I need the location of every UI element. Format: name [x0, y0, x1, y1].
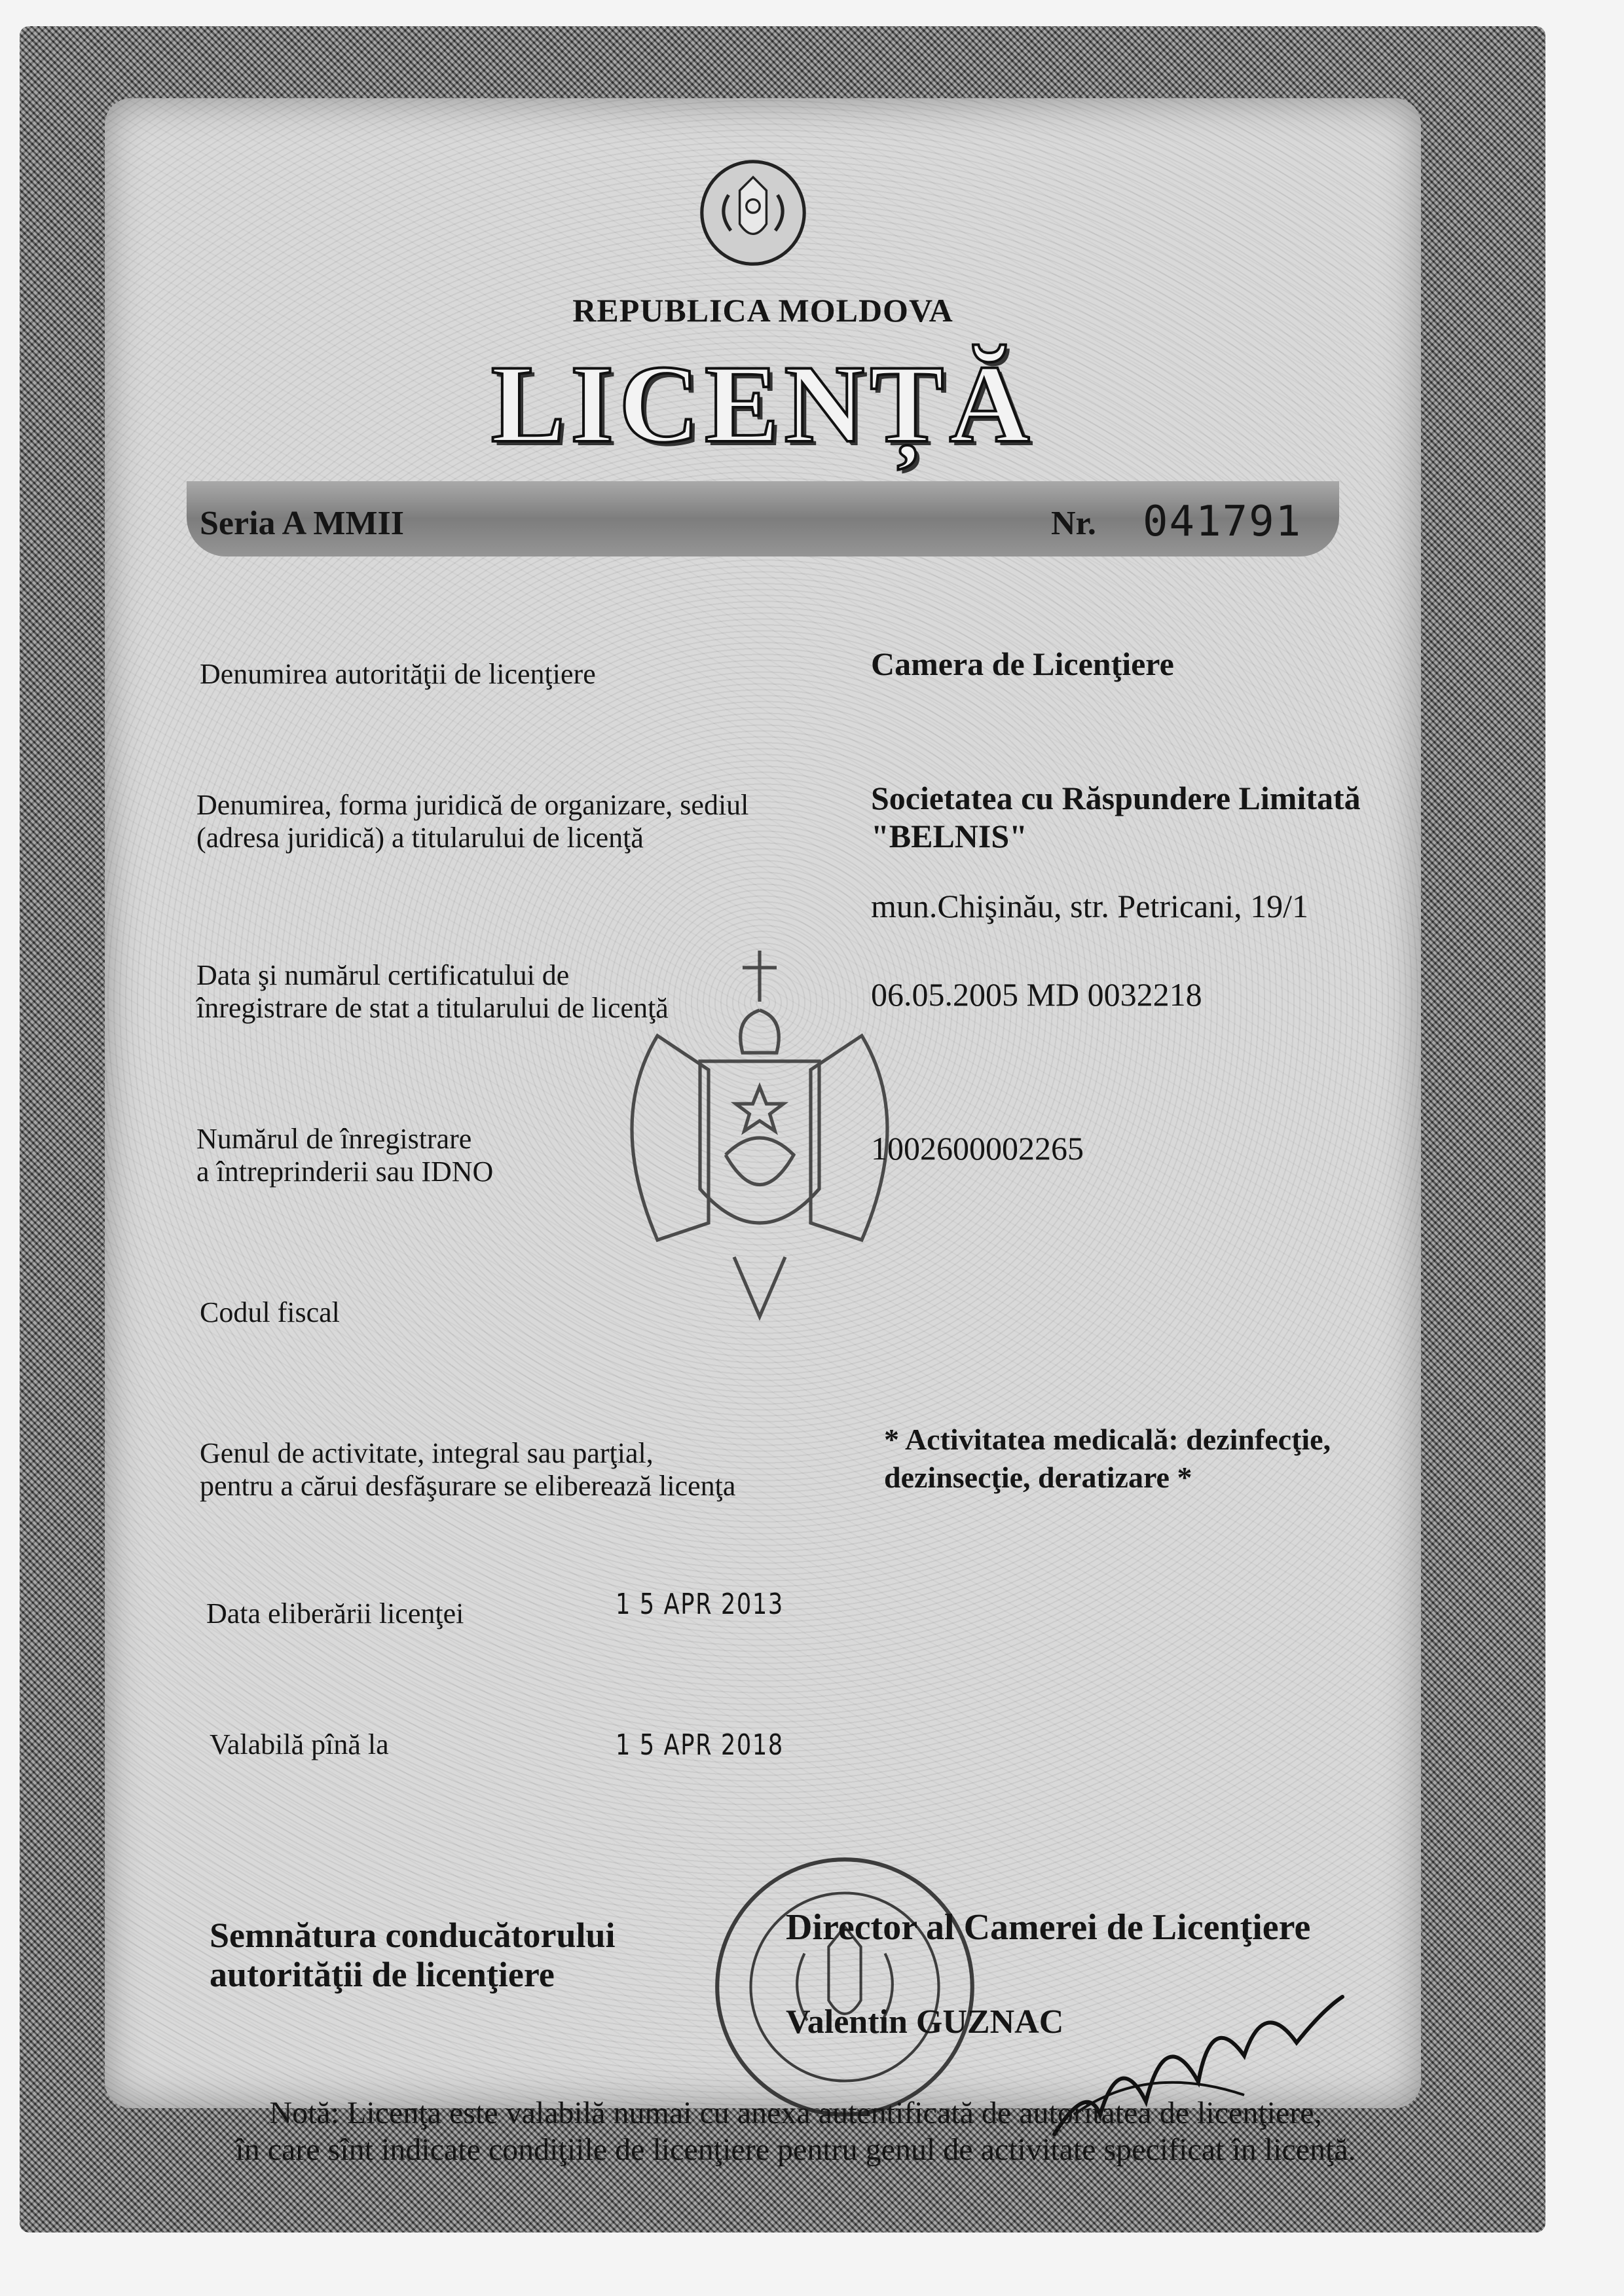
holder-label-line1: Denumirea, forma juridică de organizare, sediul: [196, 789, 749, 821]
signature-label-line2: autorităţii de licenţiere: [210, 1955, 555, 1994]
activity-value-line1: * Activitatea medicală: dezinfecţie,: [884, 1423, 1331, 1456]
holder-name-line2: "BELNIS": [871, 818, 1027, 854]
authority-label: Denumirea autorităţii de licenţiere: [200, 658, 596, 690]
number-value: 041791: [1143, 498, 1302, 546]
footnote-line2: în care sînt indicate condiţiile de licenţiere pentru genul de activitate specificat în licenţă.: [235, 2132, 1356, 2167]
holder-address: mun.Chişinău, str. Petricani, 19/1: [871, 888, 1309, 924]
footnote: [151, 2095, 1441, 2168]
certificate-label-line2: înregistrare de stat a titularului de licenţă: [196, 992, 669, 1024]
holder-name-line1: Societatea cu Răspundere Limitată: [871, 780, 1361, 816]
coat-of-arms-icon: [697, 157, 809, 268]
number-label: Nr.: [1051, 505, 1096, 542]
series-text: Seria A MMII: [200, 505, 404, 542]
idno-label-line2: a întreprinderii sau IDNO: [196, 1156, 494, 1188]
fiscal-code-label: Codul fiscal: [200, 1296, 340, 1328]
issue-date-value: 1 5 APR 2013: [616, 1588, 784, 1621]
activity-label-line1: Genul de activitate, integral sau parţial,: [200, 1437, 654, 1469]
idno-value: 1002600002265: [871, 1130, 1084, 1167]
holder-label-line2: (adresa juridică) a titularului de licenţă: [196, 822, 644, 854]
country-name: REPUBLICA MOLDOVA: [572, 292, 953, 329]
official-seal-icon: [710, 1853, 979, 2121]
idno-label-line1: Numărul de înregistrare: [196, 1123, 472, 1155]
director-title: Director al Camerei de Licenţiere: [786, 1907, 1311, 1948]
valid-until-value: 1 5 APR 2018: [616, 1728, 784, 1762]
certificate-label-line1: Data şi numărul certificatului de: [196, 959, 570, 991]
certificate-value: 06.05.2005 MD 0032218: [871, 976, 1202, 1013]
director-name: Valentin GUZNAC: [786, 2003, 1064, 2041]
signature-label-line1: Semnătura conducătorului: [210, 1916, 616, 1955]
activity-label-line2: pentru a cărui desfăşurare se eliberează licenţa: [200, 1470, 736, 1502]
footnote-line1: Notă: Licenţa este valabilă numai cu anexa autentificată de autoritatea de licenţiere,: [269, 2096, 1322, 2130]
issue-date-label: Data eliberării licenţei: [206, 1597, 464, 1630]
activity-value-line2: dezinsecţie, deratizare *: [884, 1461, 1192, 1494]
valid-until-label: Valabilă pînă la: [210, 1728, 389, 1760]
authority-value: Camera de Licenţiere: [871, 646, 1174, 682]
document-title: LICENȚĂ: [490, 342, 1035, 465]
